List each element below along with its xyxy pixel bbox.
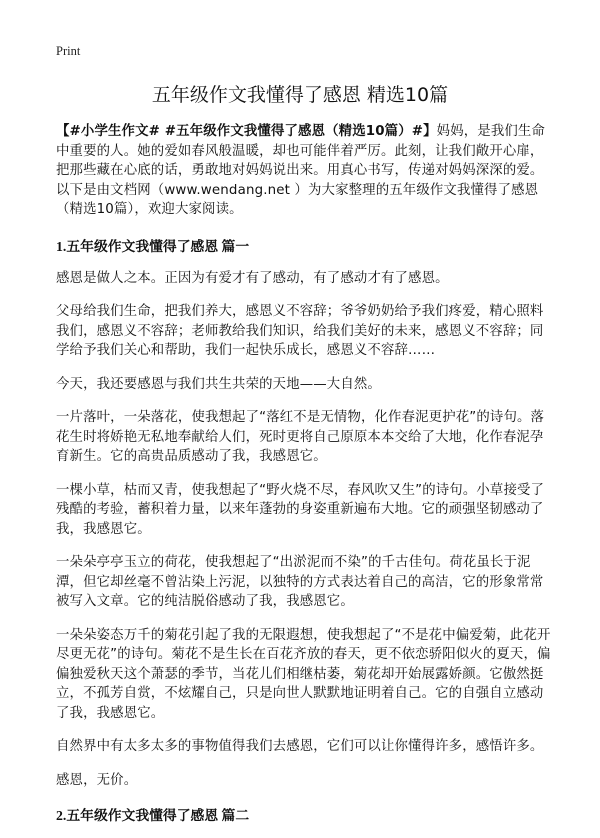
section-title-2: 2.五年级作文我懂得了感恩 篇二 <box>56 808 250 823</box>
page-title: 五年级作文我懂得了感恩 精选10篇 <box>151 84 449 106</box>
paragraph: 感恩是做人之本。正因为有爱才有了感动，有了感动才有了感恩。 <box>56 270 449 286</box>
print-link[interactable]: Print <box>56 44 81 58</box>
article-body <box>56 122 556 838</box>
intro-tag: 【#小学生作文# #五年级作文我懂得了感恩（精选10篇）#】 <box>56 124 437 139</box>
paragraph: 一朵朵亭亭玉立的荷花，使我想起了“出淤泥而不染”的千古佳句。荷花虽长于泥潭，但它却丝毫不曾沾染上污泥，以独特的方式表达着自己的高洁，它的形象常常被写入文章。它的纯洁脱俗感动了我，我感恩它。 <box>56 555 544 609</box>
section-title-1: 1.五年级作文我懂得了感恩 篇一 <box>56 238 250 254</box>
paragraph: 自然界中有太多太多的事物值得我们去感恩，它们可以让你懂得许多，感悟许多。 <box>56 739 544 754</box>
paragraph: 今天，我还要感恩与我们共生共荣的天地——大自然。 <box>56 376 381 392</box>
intro-text: 妈妈，是我们生命中重要的人。她的爱如春风般温暖，却也可能伴着严厉。此刻，让我们敞开心扉，把那些藏在心底的话，勇敢地对妈妈说出来。用真心书写，传递对妈妈深深的爱。以下是由文档网（www.wendang.net ）为大家整理的五年级作文我懂得了感恩（精选10篇），欢迎大家阅读。 <box>56 124 545 217</box>
paragraph: 父母给我们生命，把我们养大，感恩义不容辞；爷爷奶奶给予我们疼爱，精心照料我们，感恩义不容辞；老师教给我们知识，给我们美好的未来，感恩义不容辞；同学给予我们关心和帮助，我们一起快乐成长，感恩义不容辞…… <box>56 304 544 358</box>
paragraph: 一棵小草，枯而又青，使我想起了“野火烧不尽，春风吹又生”的诗句。小草接受了残酷的考验，蓄积着力量，以来年蓬勃的身姿重新遍布大地。它的顽强坚韧感动了我，我感恩它。 <box>56 482 545 537</box>
paragraph: 一片落叶，一朵落花，使我想起了“落红不是无情物，化作春泥更护花”的诗句。落花生时将娇艳无私地奉献给人们，死时更将自己原原本本交给了大地，化作春泥孕育新生。它的高贵品质感动了我，我感恩它。 <box>56 410 545 464</box>
paragraph: 一朵朵姿态万千的菊花引起了我的无限遐想，使我想起了“不是花中偏爱菊，此花开尽更无花”的诗句。菊花不是生长在百花齐放的春天，更不依恋骄阳似火的夏天，偏偏独爱秋天这个萧瑟的季节，当花儿们相继枯萎，菊花却开始展露娇颜。它傲然挺立，不孤芳自赏，不炫耀自己，只是向世人默默地证明着自己。它的自强自立感动了我，我感恩它。 <box>56 627 551 721</box>
intro-paragraph <box>56 122 556 220</box>
paragraph: 感恩，无价。 <box>56 772 138 788</box>
